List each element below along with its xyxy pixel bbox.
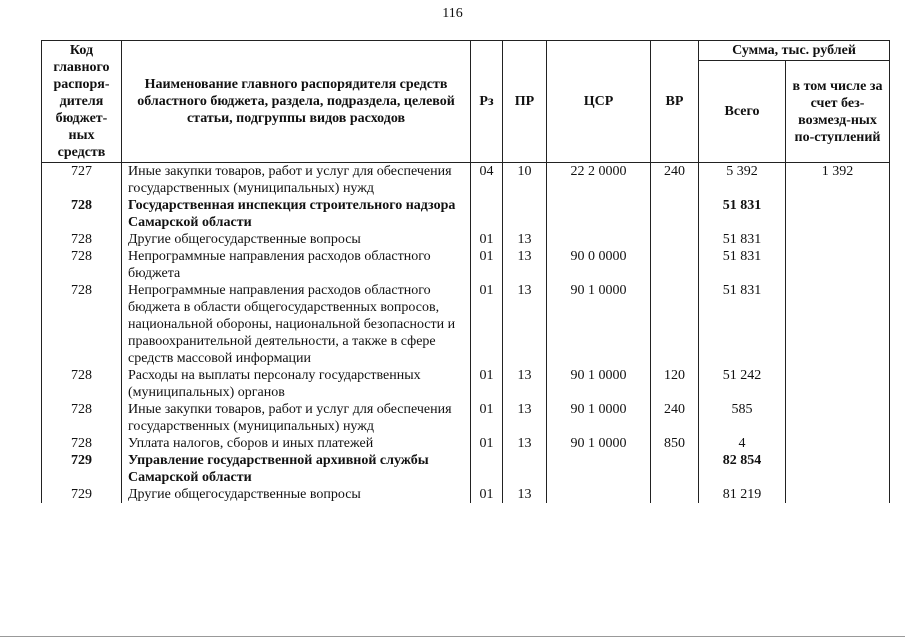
cell-total: 51 242: [699, 367, 786, 401]
cell-pr: 13: [503, 367, 547, 401]
page-number: 116: [442, 6, 463, 21]
header-csr: ЦСР: [547, 41, 651, 163]
cell-rz: 01: [471, 401, 503, 435]
cell-pr: 13: [503, 248, 547, 282]
cell-name: Иные закупки товаров, работ и услуг для обеспечения государственных (муниципальных) нужд: [122, 401, 471, 435]
table-row: [42, 435, 890, 452]
cell-code: 728: [42, 197, 122, 231]
cell-csr: 90 1 0000: [547, 367, 651, 401]
cell-pr: 13: [503, 435, 547, 452]
cell-total: 82 854: [699, 452, 786, 486]
header-sum: Сумма, тыс. рублей: [699, 41, 890, 61]
cell-name: Управление государственной архивной службы Самарской области: [122, 452, 471, 486]
cell-csr: [547, 231, 651, 248]
cell-pr: 13: [503, 282, 547, 367]
cell-csr: 90 0 0000: [547, 248, 651, 282]
cell-total: 51 831: [699, 197, 786, 231]
cell-rz: 04: [471, 163, 503, 198]
table-row: [42, 197, 890, 231]
cell-free: [786, 486, 890, 503]
cell-code: 728: [42, 401, 122, 435]
cell-free: [786, 197, 890, 231]
cell-csr: 90 1 0000: [547, 282, 651, 367]
cell-pr: 13: [503, 486, 547, 503]
cell-name: Иные закупки товаров, работ и услуг для обеспечения государственных (муниципальных) нужд: [122, 163, 471, 198]
cell-free: [786, 248, 890, 282]
cell-total: 51 831: [699, 231, 786, 248]
cell-vr: 850: [651, 435, 699, 452]
cell-free: [786, 231, 890, 248]
cell-csr: [547, 452, 651, 486]
cell-vr: [651, 486, 699, 503]
cell-pr: [503, 452, 547, 486]
table-row: [42, 452, 890, 486]
cell-free: [786, 401, 890, 435]
cell-total: 5 392: [699, 163, 786, 198]
table-header: [42, 41, 890, 163]
cell-name: Непрограммные направления расходов областного бюджета в области общегосударственных вопросов, национальной обороны, национальной безопасности и правоохранительной деятельности, а также в сфере средств массовой информации: [122, 282, 471, 367]
cell-code: 728: [42, 435, 122, 452]
cell-vr: 240: [651, 401, 699, 435]
cell-csr: 90 1 0000: [547, 401, 651, 435]
cell-pr: [503, 197, 547, 231]
cell-free: [786, 282, 890, 367]
cell-total: 51 831: [699, 248, 786, 282]
cell-rz: 01: [471, 435, 503, 452]
header-pr: ПР: [503, 41, 547, 163]
cell-rz: [471, 197, 503, 231]
table-row: [42, 401, 890, 435]
cell-total: 4: [699, 435, 786, 452]
header-vr: ВР: [651, 41, 699, 163]
cell-vr: [651, 197, 699, 231]
cell-total: 81 219: [699, 486, 786, 503]
cell-code: 729: [42, 452, 122, 486]
cell-vr: 120: [651, 367, 699, 401]
cell-code: 729: [42, 486, 122, 503]
cell-csr: [547, 486, 651, 503]
cell-free: 1 392: [786, 163, 890, 198]
cell-rz: 01: [471, 486, 503, 503]
cell-csr: 90 1 0000: [547, 435, 651, 452]
table-row: [42, 282, 890, 367]
header-rz: Рз: [471, 41, 503, 163]
header-name: Наименование главного распорядителя средств областного бюджета, раздела, подраздела, целевой статьи, подгруппы видов расходов: [122, 41, 471, 163]
cell-vr: 240: [651, 163, 699, 198]
cell-free: [786, 435, 890, 452]
cell-vr: [651, 282, 699, 367]
cell-code: 728: [42, 282, 122, 367]
table-row: [42, 486, 890, 503]
cell-code: 728: [42, 231, 122, 248]
cell-total: 585: [699, 401, 786, 435]
cell-total: 51 831: [699, 282, 786, 367]
table-row: [42, 231, 890, 248]
cell-csr: [547, 197, 651, 231]
table-row: [42, 367, 890, 401]
cell-name: Непрограммные направления расходов областного бюджета: [122, 248, 471, 282]
cell-rz: 01: [471, 367, 503, 401]
budget-table: [41, 40, 890, 503]
cell-free: [786, 367, 890, 401]
cell-name: Другие общегосударственные вопросы: [122, 486, 471, 503]
cell-rz: 01: [471, 248, 503, 282]
header-total: Всего: [699, 61, 786, 163]
cell-free: [786, 452, 890, 486]
page-bottom-divider: [0, 636, 905, 637]
cell-vr: [651, 248, 699, 282]
table-row: [42, 248, 890, 282]
table-row: [42, 163, 890, 198]
header-code: Код главного распоря-дителя бюджет-ных средств: [42, 41, 122, 163]
cell-pr: 10: [503, 163, 547, 198]
table-body: [42, 163, 890, 504]
cell-csr: 22 2 0000: [547, 163, 651, 198]
cell-code: 728: [42, 248, 122, 282]
cell-pr: 13: [503, 231, 547, 248]
cell-vr: [651, 452, 699, 486]
cell-name: Государственная инспекция строительного надзора Самарской области: [122, 197, 471, 231]
cell-rz: 01: [471, 282, 503, 367]
cell-code: 728: [42, 367, 122, 401]
cell-name: Уплата налогов, сборов и иных платежей: [122, 435, 471, 452]
header-free: в том числе за счет без-возмезд-ных по-ступлений: [786, 61, 890, 163]
cell-name: Расходы на выплаты персоналу государственных (муниципальных) органов: [122, 367, 471, 401]
cell-name: Другие общегосударственные вопросы: [122, 231, 471, 248]
cell-rz: [471, 452, 503, 486]
cell-rz: 01: [471, 231, 503, 248]
cell-code: 727: [42, 163, 122, 198]
cell-pr: 13: [503, 401, 547, 435]
cell-vr: [651, 231, 699, 248]
